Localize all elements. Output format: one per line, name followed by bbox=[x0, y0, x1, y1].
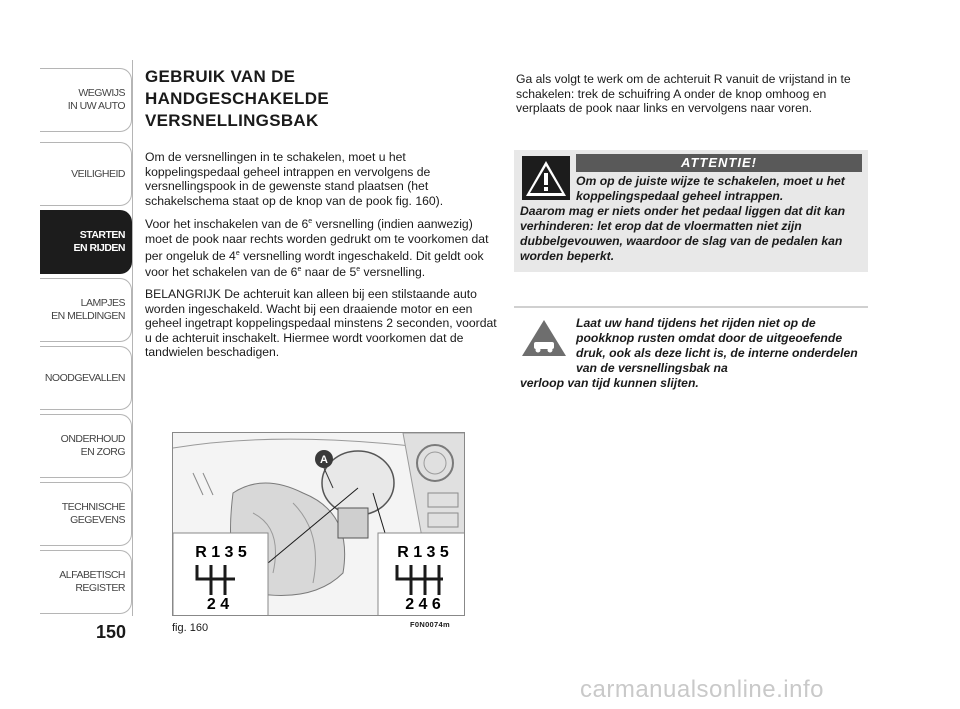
sidebar-divider bbox=[132, 60, 133, 616]
tab-label-line2: GEGEVENS bbox=[70, 514, 125, 526]
right-scheme-top: R 1 3 5 bbox=[397, 544, 449, 561]
attention-text bbox=[520, 174, 864, 264]
tab-label-line1: ONDERHOUD bbox=[60, 433, 125, 445]
text-run: Voor het inschakelen van de 6 bbox=[145, 217, 309, 232]
superscript: e bbox=[308, 218, 313, 226]
page-number: 150 bbox=[96, 622, 127, 642]
note-divider bbox=[514, 306, 868, 308]
text-run: versnelling wordt ingeschakeld. Dit geldt ook voor het schakelen van de 6 bbox=[145, 248, 484, 280]
left-scheme-bottom: 2 4 bbox=[206, 596, 230, 613]
callout-a-label: A bbox=[320, 454, 328, 466]
section-title bbox=[145, 66, 475, 132]
sidebar-tab-alfabetisch[interactable] bbox=[40, 550, 132, 614]
gear-lever-illustration bbox=[173, 433, 465, 616]
sidebar-tab-onderhoud[interactable] bbox=[40, 414, 132, 478]
note-text-2: verloop van tijd kunnen slijten. bbox=[520, 376, 699, 390]
right-scheme-bottom: 2 4 6 bbox=[405, 596, 441, 613]
intro-text: Ga als volgt te werk om de achteruit R vanuit de vrijstand in te schakelen: trek de schuifring A onder de knop omhoog en verplaats de pook naar links en vervolgens naar voren. bbox=[516, 72, 851, 116]
figure-code: F0N0074m bbox=[410, 620, 450, 629]
note-text bbox=[520, 316, 868, 391]
note-text-1: Laat uw hand tijdens het rijden niet op de pookknop rusten omdat door de uitgeoefende druk, ook als deze licht is, de interne onderdelen van de versnellingsbak na bbox=[576, 316, 858, 375]
text-run: versnelling (indien aanwezig) moet de pook naar rechts worden gedrukt om te voorkomen dat per ongeluk de 4 bbox=[145, 217, 489, 263]
superscript: e bbox=[297, 266, 302, 274]
attention-text-1: Om op de juiste wijze te schakelen, moet u het koppelingspedaal geheel intrappen. bbox=[576, 174, 845, 203]
tab-label-line1: NOODGEVALLEN bbox=[44, 371, 125, 384]
superscript: e bbox=[356, 266, 361, 274]
tab-label-line2: IN UW AUTO bbox=[67, 100, 125, 112]
paragraph-3: BELANGRIJK De achteruit kan alleen bij een stilstaande auto worden ingeschakeld. Wacht bij een draaiende motor en een geheel ingetrapt koppelingspedaal minstens 2 seconden, voordat u de achteruit inschakelt. Hiermee wordt voorkomen dat de tandwielen beschadigen. bbox=[145, 286, 497, 360]
figure-caption: fig. 160 bbox=[172, 622, 209, 634]
tab-label-line2: EN ZORG bbox=[80, 446, 125, 458]
body-text bbox=[145, 150, 497, 367]
gear-lever-figure bbox=[172, 432, 465, 616]
tab-label-line1: TECHNISCHE bbox=[61, 501, 125, 513]
tab-label-line2: EN RIJDEN bbox=[73, 242, 125, 254]
title-line: VERSNELLINGSBAK bbox=[145, 111, 319, 130]
paragraph-2 bbox=[145, 215, 497, 280]
watermark: carmanualsonline.info bbox=[580, 676, 824, 703]
sidebar-tab-veiligheid[interactable] bbox=[40, 142, 132, 206]
sidebar-tab-technische[interactable] bbox=[40, 482, 132, 546]
tab-label-line1: WEGWIJS bbox=[78, 87, 125, 99]
left-scheme-top: R 1 3 5 bbox=[195, 544, 247, 561]
sidebar-tab-starten[interactable] bbox=[40, 210, 132, 274]
tab-label-line2: REGISTER bbox=[75, 582, 125, 594]
attention-text-2: Daarom mag er niets onder het pedaal liggen dat dit kan verhinderen: let erop dat de vloermatten niet zijn dubbelgevouwen, waardoor de slag van de pedalen kan worden beperkt. bbox=[520, 204, 846, 263]
text-run: naar de 5 bbox=[301, 265, 357, 280]
title-line: HANDGESCHAKELDE bbox=[145, 89, 329, 108]
paragraph-1: Om de versnellingen in te schakelen, moet u het koppelingspedaal geheel intrappen en vervolgens de versnellingspook in de gewenste stand plaatsen (het schakelschema staat op de knop van de pook fig. 160). bbox=[145, 150, 444, 208]
sidebar-tab-wegwijs[interactable] bbox=[40, 68, 132, 132]
title-line: GEBRUIK VAN DE bbox=[145, 67, 296, 86]
tab-label-line1: ALFABETISCH bbox=[59, 569, 125, 581]
tab-label-line1: STARTEN bbox=[79, 229, 125, 241]
sidebar-tab-noodgevallen[interactable] bbox=[40, 346, 132, 410]
text-run: versnelling. bbox=[360, 265, 426, 280]
attention-label: ATTENTIE! bbox=[576, 154, 862, 172]
tab-label-line1: LAMPJES bbox=[80, 297, 125, 309]
attention-box bbox=[514, 150, 868, 272]
tab-label-line2: EN MELDINGEN bbox=[51, 310, 125, 322]
sidebar-tab-lampjes[interactable] bbox=[40, 278, 132, 342]
superscript: e bbox=[235, 249, 240, 257]
tab-label-line1: VEILIGHEID bbox=[71, 167, 125, 180]
